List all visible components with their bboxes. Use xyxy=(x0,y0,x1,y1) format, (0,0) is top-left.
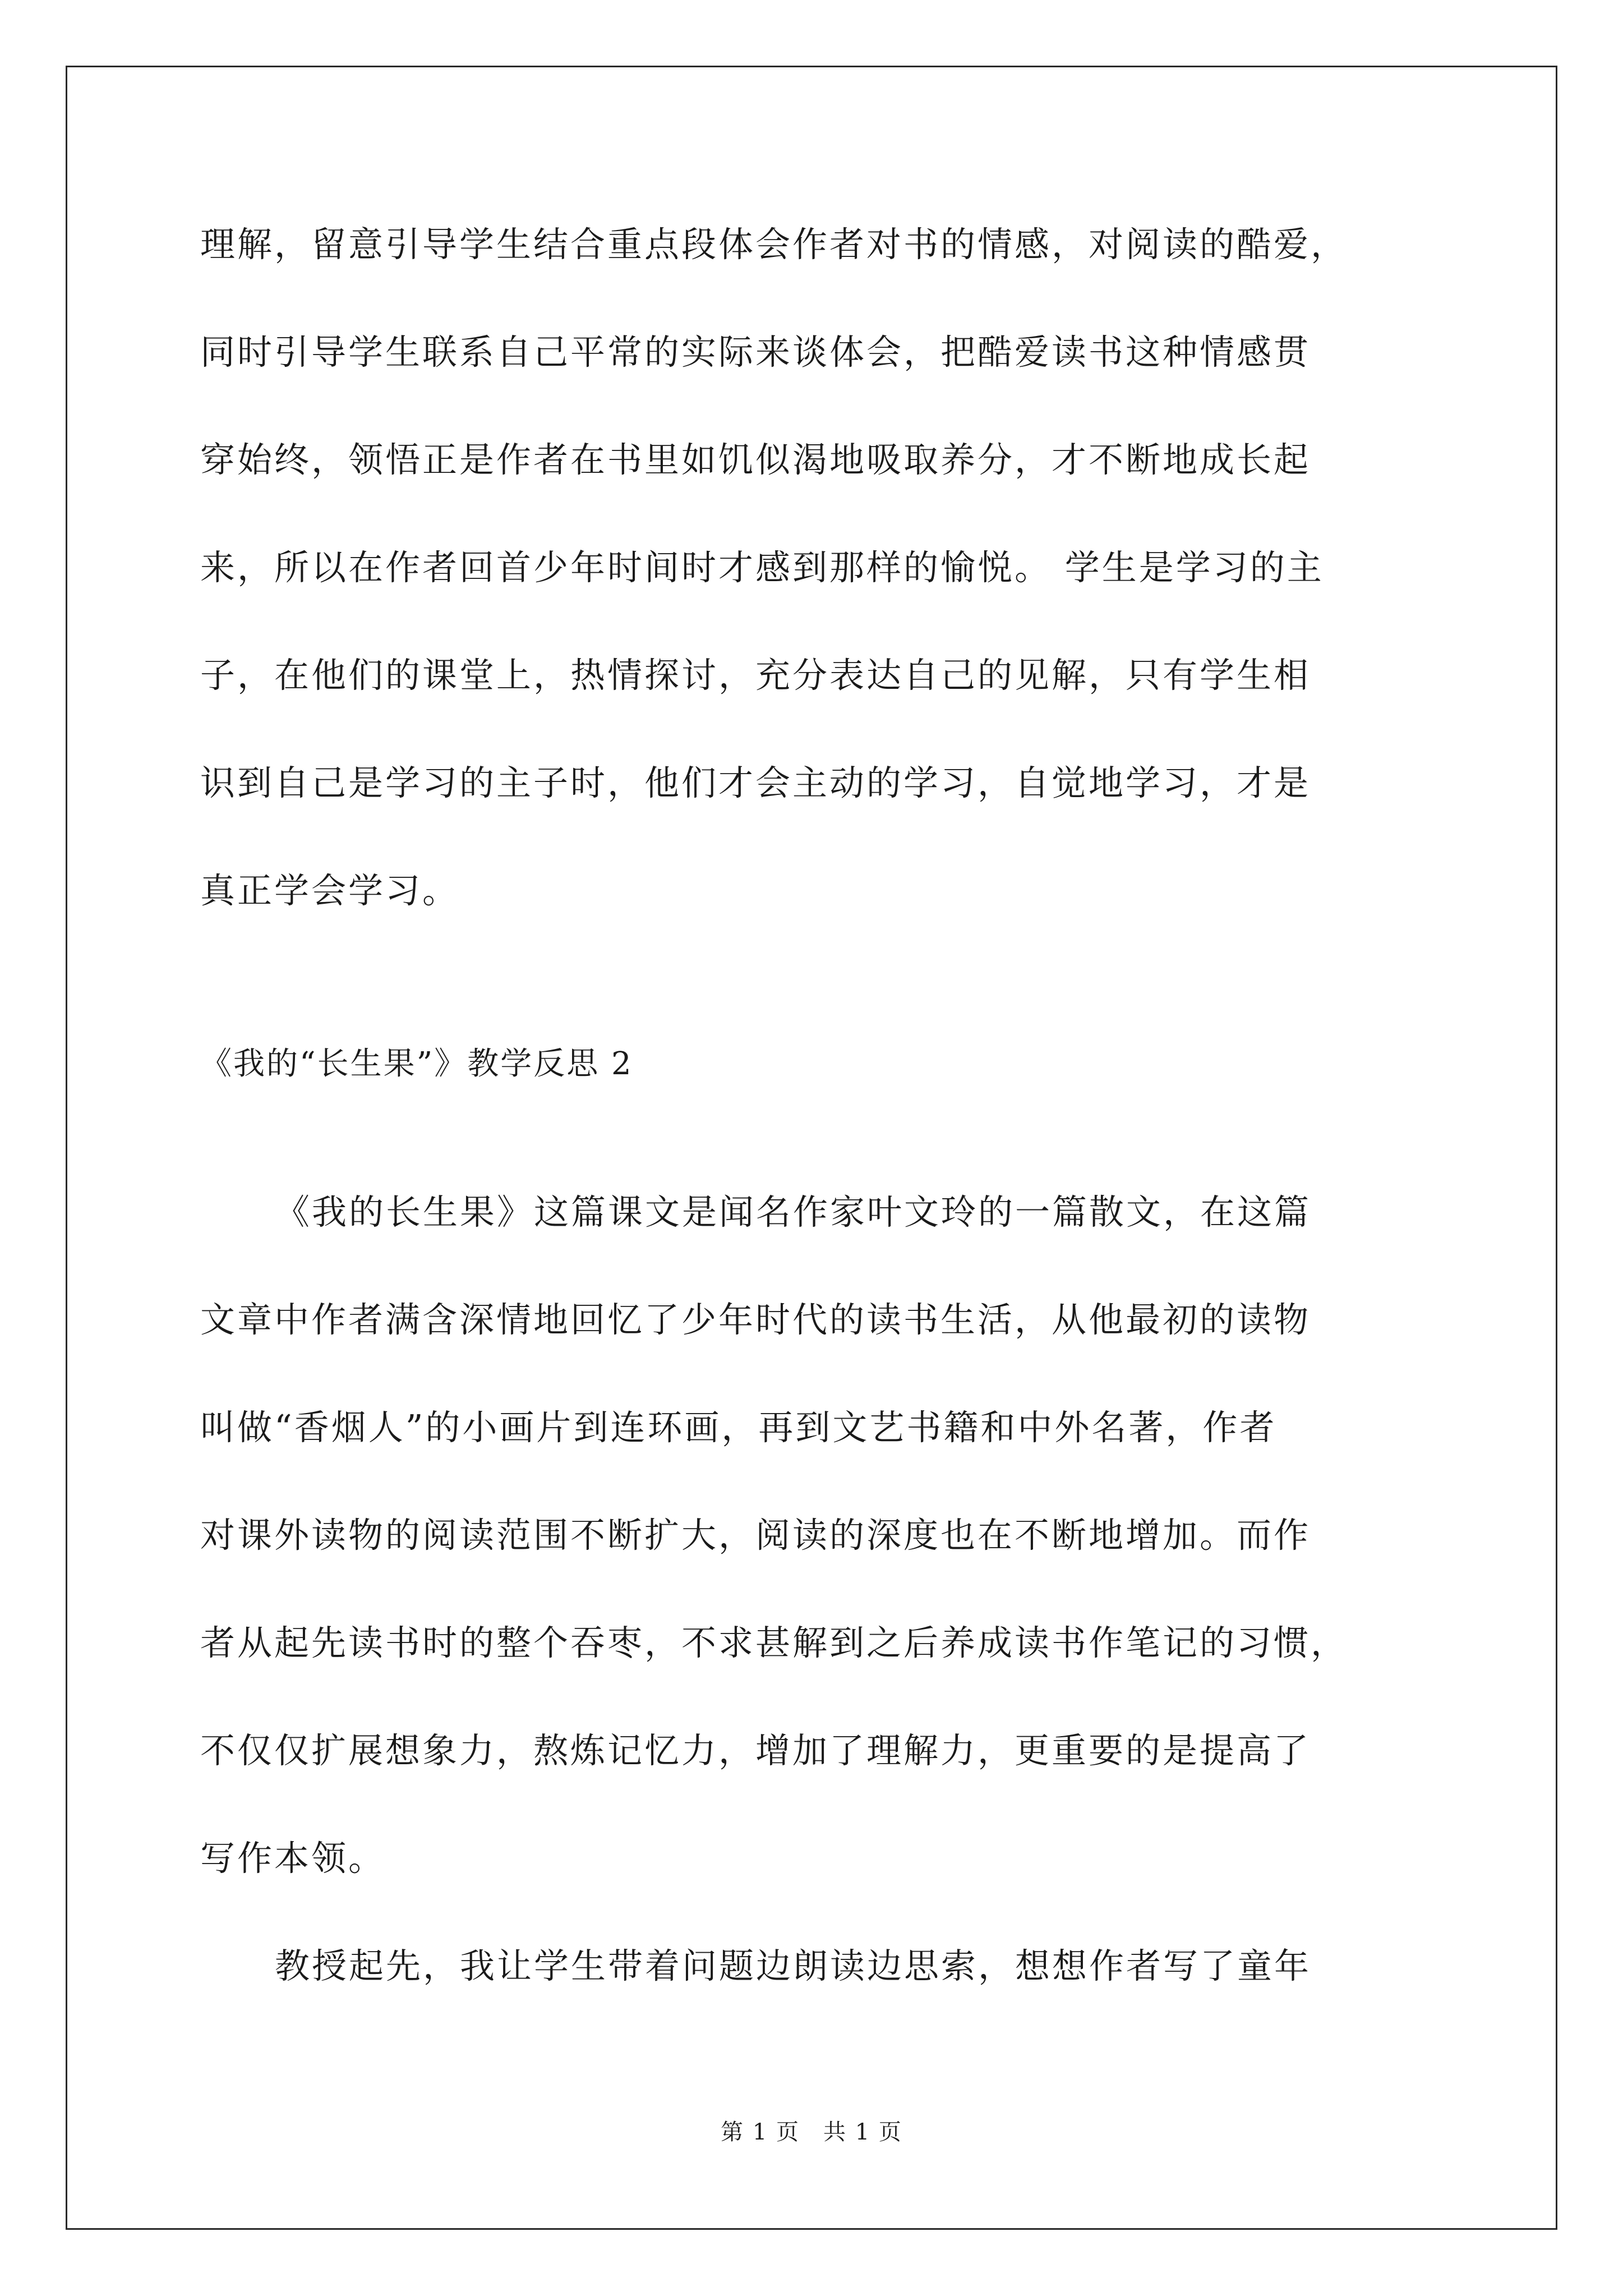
section-title: 《我的“长生果”》教学反思 2 xyxy=(200,1046,633,1082)
body-line: 写作本领。 xyxy=(200,1838,386,1879)
body-line: 理解，留意引导学生结合重点段体会作者对书的情感，对阅读的酷爱， xyxy=(200,224,1348,265)
body-line: 叫做“香烟人”的小画片到连环画，再到文艺书籍和中外名著，作者 xyxy=(200,1407,1277,1448)
body-line: 文章中作者满含深情地回忆了少年时代的读书生活，从他最初的读物 xyxy=(200,1299,1311,1340)
page-border xyxy=(66,66,1557,2230)
body-line: 不仅仅扩展想象力，熬炼记忆力，增加了理解力，更重要的是提高了 xyxy=(200,1730,1311,1771)
body-line: 《我的长生果》这篇课文是闻名作家叶文玲的一篇散文，在这篇 xyxy=(275,1191,1312,1232)
body-line: 教授起先，我让学生带着问题边朗读边思索，想想作者写了童年 xyxy=(275,1945,1312,1986)
body-line: 同时引导学生联系自己平常的实际来谈体会，把酷爱读书这种情感贯 xyxy=(200,332,1311,372)
page-footer: 第 1 页 共 1 页 xyxy=(721,2119,902,2145)
body-line: 来，所以在作者回首少年时间时才感到那样的愉悦。 学生是学习的主 xyxy=(200,547,1324,588)
body-line: 对课外读物的阅读范围不断扩大，阅读的深度也在不断地增加。而作 xyxy=(200,1515,1311,1556)
body-line: 真正学会学习。 xyxy=(200,870,460,911)
body-line: 穿始终，领悟正是作者在书里如饥似渴地吸取养分，才不断地成长起 xyxy=(200,439,1311,480)
body-line: 子，在他们的课堂上，热情探讨，充分表达自己的见解，只有学生相 xyxy=(200,655,1311,696)
body-line: 者从起先读书时的整个吞枣，不求甚解到之后养成读书作笔记的习惯， xyxy=(200,1622,1348,1663)
body-line: 识到自己是学习的主子时，他们才会主动的学习，自觉地学习，才是 xyxy=(200,762,1311,803)
